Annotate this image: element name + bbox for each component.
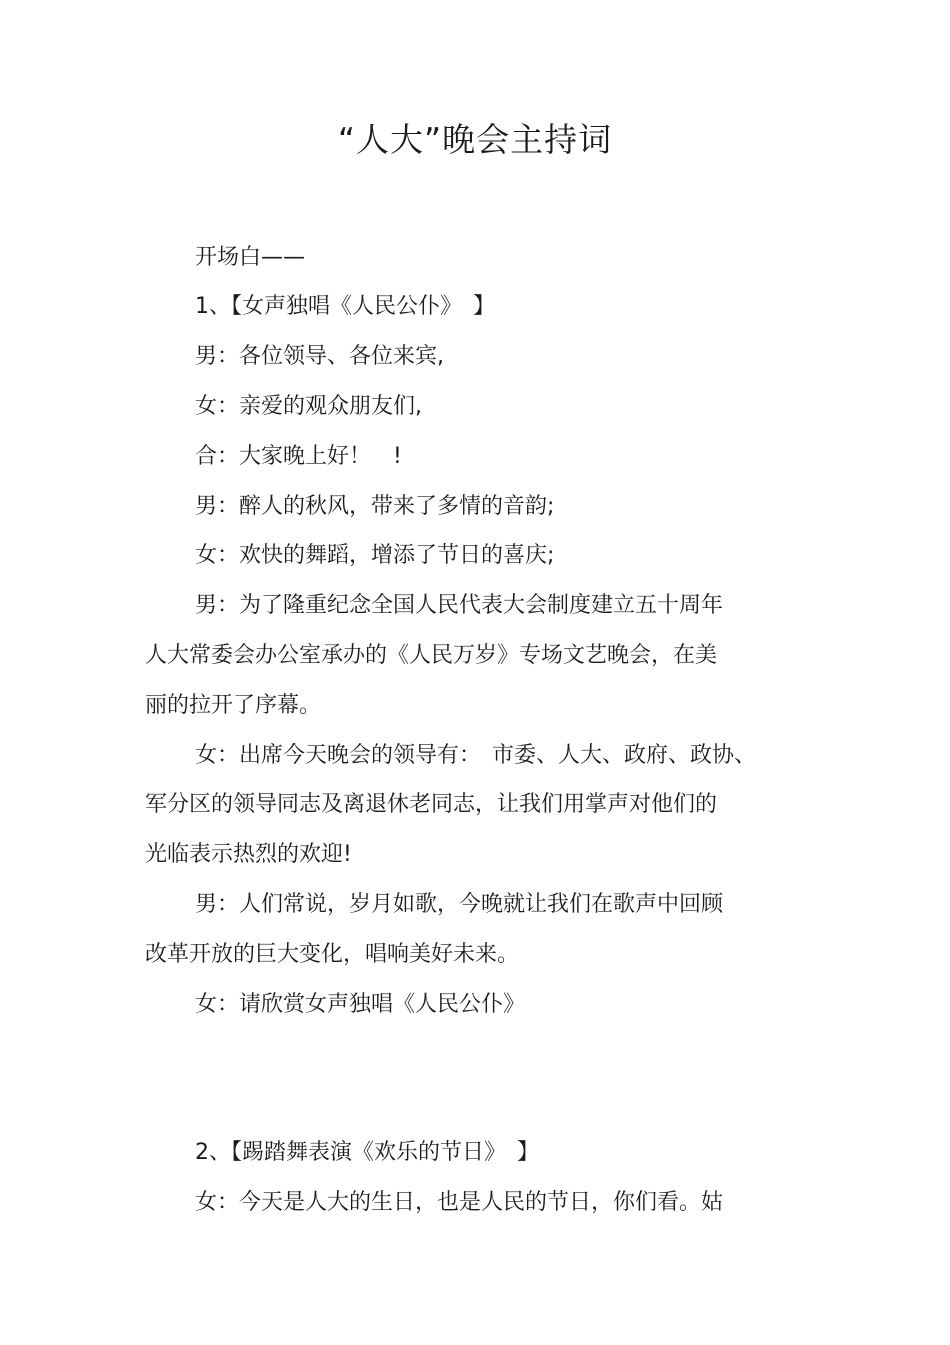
dialogue-line: 女：欢快的舞蹈，增添了节日的喜庆; [195,543,555,568]
dialogue-continuation: 人大常委会办公室承办的《人民万岁》专场文艺晚会，在美 [145,643,718,668]
dialogue-continuation: 光临表示热烈的欢迎! [145,842,352,867]
dialogue-line: 女：请欣赏女声独唱《人民公仆》 [195,992,526,1017]
dialogue-line: 男：为了隆重纪念全国人民代表大会制度建立五十周年 [195,593,724,618]
section-opening-heading: 开场白—— [195,245,306,270]
dialogue-line: 合：大家晚上好！ ! [195,444,402,469]
dialogue-line: 女：出席今天晚会的领导有： 市委、人大、政府、政协、 [195,743,757,768]
document-title: “人大”晚会主持词 [337,120,613,159]
dialogue-line: 男：人们常说，岁月如歌，今晚就让我们在歌声中回顾 [195,892,724,917]
dialogue-continuation: 改革开放的巨大变化，唱响美好未来。 [145,942,520,967]
dialogue-line: 女：今天是人大的生日，也是人民的节日，你们看。姑 [195,1190,724,1215]
dialogue-continuation: 丽的拉开了序幕。 [145,693,322,718]
program-item-1-heading: 1、【女声独唱《人民公仆》 】 [195,294,495,319]
dialogue-line: 女：亲爱的观众朋友们, [195,394,422,419]
dialogue-line: 男：醉人的秋风，带来了多情的音韵; [195,494,555,519]
dialogue-continuation: 军分区的领导同志及离退休老同志，让我们用掌声对他们的 [145,792,718,817]
dialogue-line: 男：各位领导、各位来宾, [195,344,444,369]
program-item-2-heading: 2、【踢踏舞表演《欢乐的节日》 】 [195,1140,539,1165]
